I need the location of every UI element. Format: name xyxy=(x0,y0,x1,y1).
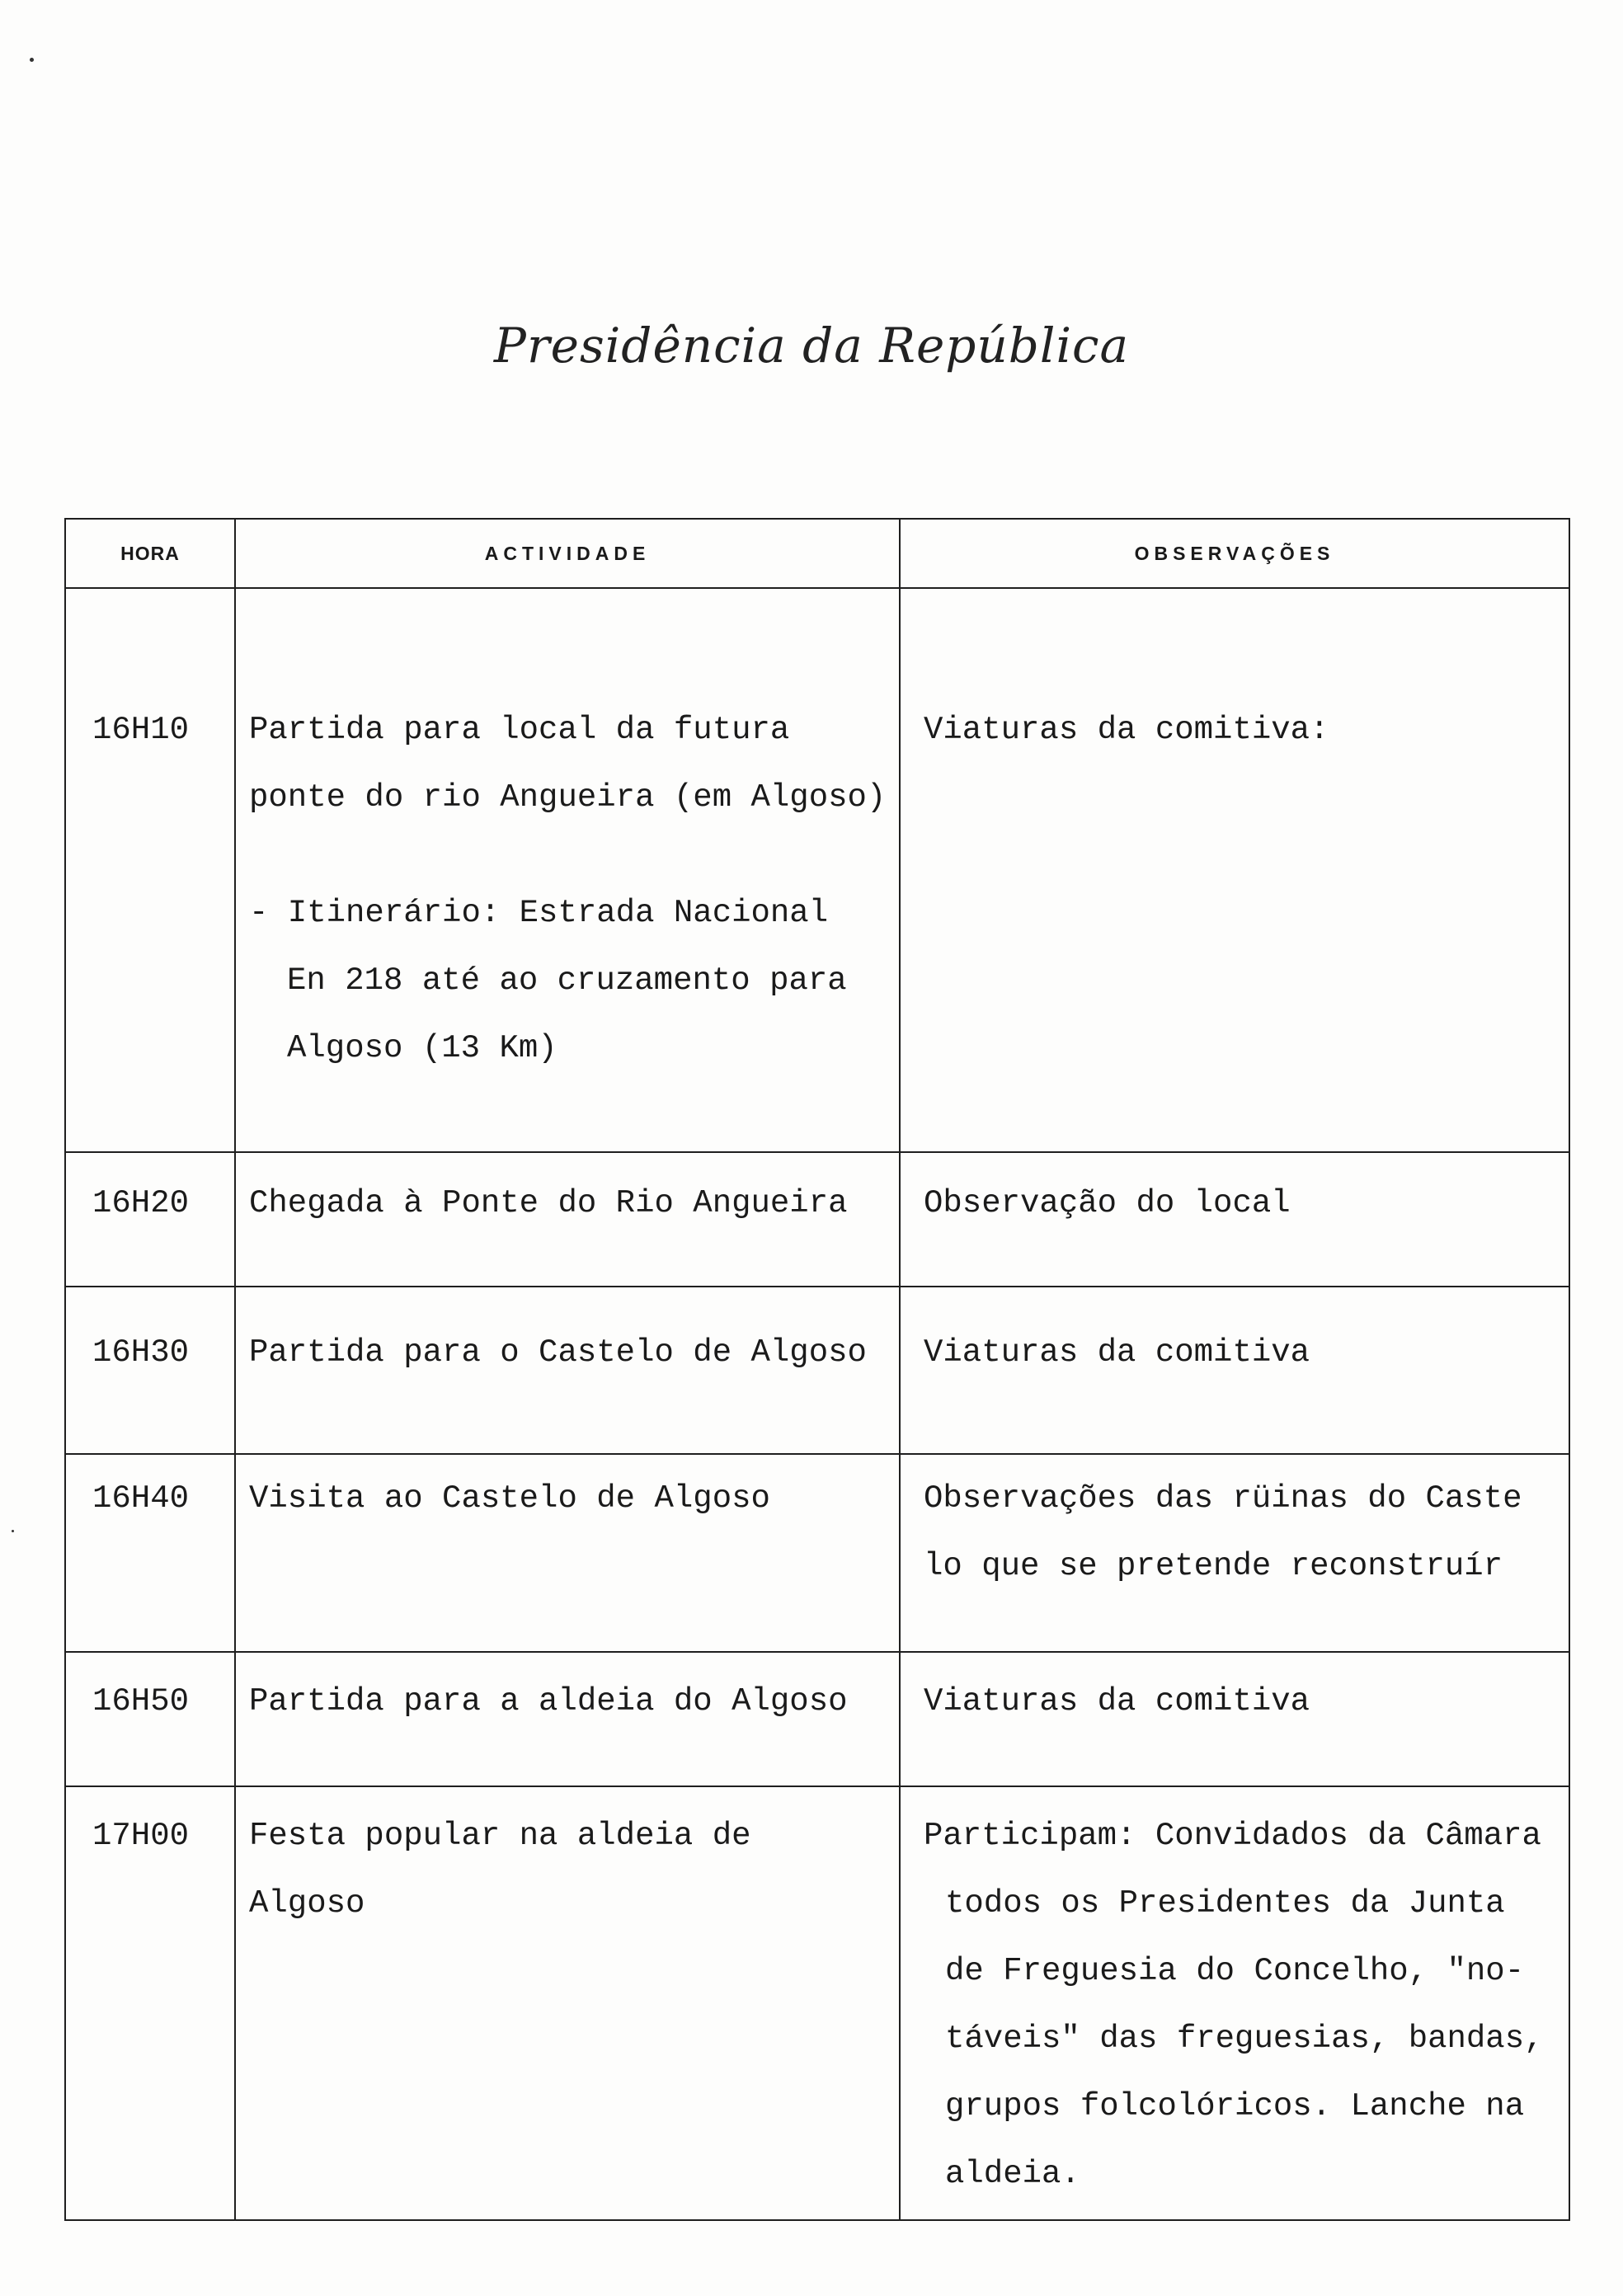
scan-speck xyxy=(30,58,34,62)
observacoes-cell xyxy=(900,1152,1569,1287)
hora-value: 16H30 xyxy=(92,1334,190,1371)
hora-value: 16H50 xyxy=(92,1683,190,1720)
actividade-cell xyxy=(235,588,900,1152)
scan-speck xyxy=(12,1530,14,1532)
hora-cell xyxy=(65,1152,235,1287)
actividade-line: Partida para local da futura xyxy=(249,712,790,748)
hora-cell xyxy=(65,1454,235,1652)
schedule-table xyxy=(64,518,1570,2221)
actividade-cell xyxy=(235,1786,900,2220)
hora-cell xyxy=(65,1652,235,1786)
hora-value: 17H00 xyxy=(92,1818,190,1854)
observacoes-line: aldeia. xyxy=(945,2156,1080,2192)
observacoes-line: táveis" das freguesias, bandas, xyxy=(945,2021,1544,2057)
observacoes-line: Viaturas da comitiva: xyxy=(924,712,1329,748)
actividade-line: ponte do rio Angueira (em Algoso) xyxy=(249,779,887,816)
observacoes-line: Viaturas da comitiva xyxy=(924,1683,1310,1720)
column-header-observacoes: OBSERVAÇÕES xyxy=(900,519,1569,588)
observacoes-cell xyxy=(900,1786,1569,2220)
hora-cell xyxy=(65,1287,235,1454)
table-row xyxy=(65,1454,1569,1652)
hora-value: 16H40 xyxy=(92,1480,190,1517)
hora-cell xyxy=(65,588,235,1152)
observacoes-line: Viaturas da comitiva xyxy=(924,1334,1310,1371)
itinerary-line: - Itinerário: Estrada Nacional xyxy=(249,895,829,931)
table-row xyxy=(65,588,1569,1152)
table-row xyxy=(65,1152,1569,1287)
column-header-actividade: ACTIVIDADE xyxy=(235,519,900,588)
observacoes-cell xyxy=(900,588,1569,1152)
table-row xyxy=(65,1287,1569,1454)
observacoes-line: Observações das rüinas do Caste xyxy=(924,1480,1522,1517)
actividade-line: Partida para a aldeia do Algoso xyxy=(249,1683,848,1720)
observacoes-line: lo que se pretende reconstruír xyxy=(924,1548,1503,1584)
table-row xyxy=(65,1652,1569,1786)
actividade-line: Partida para o Castelo de Algoso xyxy=(249,1334,867,1371)
column-header-hora: HORA xyxy=(65,519,235,588)
actividade-line: Algoso xyxy=(249,1885,365,1922)
spacer xyxy=(249,831,899,879)
observacoes-line: Observação do local xyxy=(924,1185,1291,1221)
actividade-cell xyxy=(235,1152,900,1287)
observacoes-line: Participam: Convidados da Câmara xyxy=(924,1818,1541,1854)
actividade-cell xyxy=(235,1454,900,1652)
observacoes-cell xyxy=(900,1652,1569,1786)
observacoes-cell xyxy=(900,1287,1569,1454)
actividade-line: Festa popular na aldeia de xyxy=(249,1818,751,1854)
actividade-cell xyxy=(235,1652,900,1786)
hora-cell xyxy=(65,1786,235,2220)
table-header-row xyxy=(65,519,1569,588)
hora-value: 16H20 xyxy=(92,1185,190,1221)
letterhead-title: Presidência da República xyxy=(493,318,1130,374)
table-row xyxy=(65,1786,1569,2220)
hora-value: 16H10 xyxy=(92,712,190,748)
actividade-cell xyxy=(235,1287,900,1454)
itinerary-line: Algoso (13 Km) xyxy=(287,1030,557,1066)
itinerary-line: En 218 até ao cruzamento para xyxy=(287,962,847,999)
observacoes-line: de Freguesia do Concelho, "no- xyxy=(945,1953,1525,1989)
actividade-line: Chegada à Ponte do Rio Angueira xyxy=(249,1185,848,1221)
observacoes-line: grupos folcolóricos. Lanche na xyxy=(945,2088,1525,2124)
observacoes-cell xyxy=(900,1454,1569,1652)
observacoes-line: todos os Presidentes da Junta xyxy=(945,1885,1505,1922)
actividade-line: Visita ao Castelo de Algoso xyxy=(249,1480,770,1517)
